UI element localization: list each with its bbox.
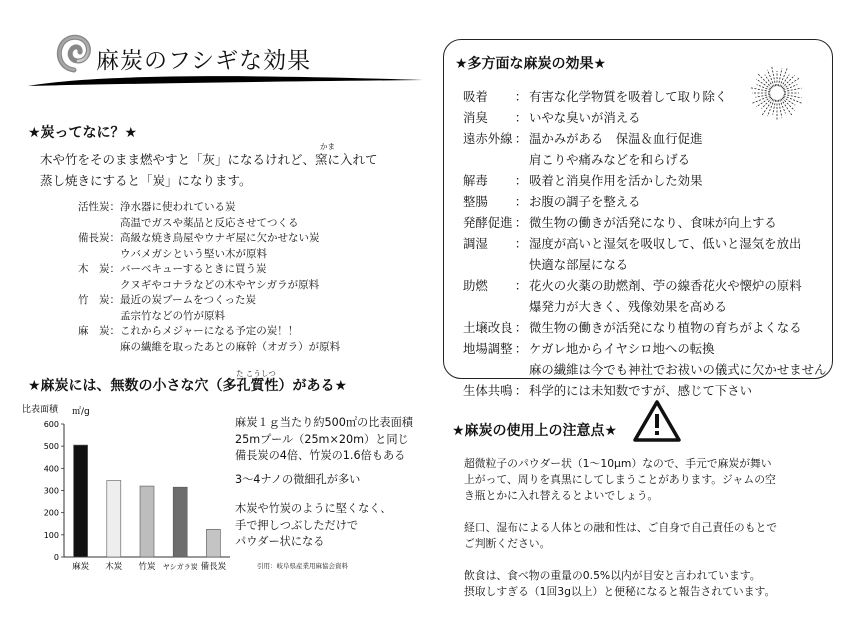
effect-row — [463, 170, 826, 191]
effect-value: 爆発力が大きく、残像効果を高める — [529, 299, 728, 314]
surface-area-bar-chart — [20, 400, 235, 580]
surface-area-description — [235, 415, 413, 465]
caution-heading: ★麻炭の使用上の注意点★ — [452, 423, 618, 439]
y-tick-label: 100 — [43, 530, 59, 540]
y-tick-label: 200 — [43, 508, 59, 518]
effect-separator: ： — [514, 89, 528, 104]
effect-key: 整腸 — [463, 194, 488, 209]
effect-key: 助燃 — [463, 278, 488, 293]
effect-value: 温かみがある 保温＆血行促進 — [529, 131, 703, 146]
effect-separator: ： — [514, 383, 528, 398]
charcoal-type-item — [76, 340, 340, 356]
x-tick-label: 麻炭 — [72, 562, 90, 572]
effect-value: 有害な化学物質を吸着して取り除く — [529, 89, 728, 104]
x-tick-label: ヤシガラ炭 — [162, 563, 198, 571]
charcoal-type-item — [76, 200, 340, 216]
bar — [173, 487, 187, 557]
spiral-shell-logo — [52, 30, 96, 74]
effect-separator: ： — [514, 131, 528, 146]
powder-description — [235, 501, 391, 551]
caution-line: ご判断ください。 — [464, 537, 551, 550]
micropore-note: 3～4ナノの微細孔が多い — [235, 473, 361, 486]
y-tick-label: 600 — [43, 420, 59, 429]
desc-line: 備長炭の4倍、竹炭の1.6倍もある — [235, 449, 406, 462]
effect-value: お腹の調子を整える — [529, 194, 641, 209]
y-tick-label: 400 — [43, 464, 59, 474]
ruby-takoushitsu: た こうしつ — [236, 369, 276, 378]
caution-paragraph — [464, 520, 777, 552]
effects-heading: ★多方面な麻炭の効果★ — [455, 56, 607, 72]
effect-row — [463, 191, 826, 212]
charcoal-type-label: 竹 炭： — [78, 294, 120, 306]
caution-paragraph — [464, 568, 777, 600]
y-tick-label: 500 — [43, 442, 59, 452]
bar — [140, 486, 154, 557]
warning-icon — [632, 399, 682, 443]
effect-value: ケガレ地からイヤシロ地への転換 — [529, 341, 715, 356]
effect-row — [463, 275, 826, 296]
charcoal-type-desc: バーベキューするときに買う炭 — [120, 263, 267, 275]
charcoal-type-label: 麻 炭： — [78, 325, 120, 337]
effect-value: 吸着と消臭作用を活かした効果 — [529, 173, 703, 188]
y-tick-label: 0 — [53, 553, 59, 562]
effect-value: 快適な部屋になる — [529, 257, 629, 272]
charcoal-type-item — [76, 324, 340, 340]
effect-key: 土壌改良 — [463, 320, 513, 335]
effect-key: 生体共鳴 — [463, 383, 513, 398]
effect-separator: ： — [514, 215, 528, 230]
effect-row — [463, 359, 826, 380]
effect-row — [463, 380, 826, 401]
effect-value: 微生物の働きが活発になり、食味が向上する — [529, 215, 777, 230]
y-axis-unit: ㎡/g — [72, 407, 90, 417]
effect-separator: ： — [514, 236, 528, 251]
section-heading-porous: ★麻炭には、無数の小さな穴（多孔質性）がある★ — [28, 378, 348, 394]
effect-value: 花火の火薬の助燃剤、苧の線香花火や懐炉の原料 — [529, 278, 802, 293]
effect-row — [463, 107, 826, 128]
firework-ray — [778, 68, 782, 86]
effect-row — [463, 149, 826, 170]
charcoal-type-desc: 高温でガスや薬品と反応させてつくる — [120, 216, 299, 229]
charcoal-type-label: 備長炭： — [78, 232, 120, 244]
caution-line: 超微粒子のパウダー状（1～10μm）なので、手元で麻炭が舞い — [464, 457, 772, 470]
desc-line: 手で押しつぶしただけで — [235, 518, 359, 532]
effect-row — [463, 128, 826, 149]
effect-key: 発酵促進 — [463, 215, 513, 230]
effect-key: 地場調整 — [463, 341, 513, 356]
effect-separator: ： — [514, 278, 528, 293]
effect-value: 肩こりや痛みなどを和らげる — [529, 152, 691, 167]
effect-separator: ： — [514, 173, 528, 188]
effect-separator: ： — [514, 194, 528, 209]
charcoal-type-desc: クヌギやコナラなどの木やヤシガラが原料 — [120, 278, 320, 291]
charcoal-type-item — [76, 309, 340, 325]
effect-value: 麻の繊維は今でも神社でお祓いの儀式に欠かせません — [529, 362, 827, 377]
bar — [206, 529, 220, 557]
charcoal-type-item — [76, 293, 340, 309]
charcoal-type-desc: 最近の炭ブームをつくった炭 — [120, 294, 256, 306]
x-tick-label: 備長炭 — [200, 562, 227, 572]
charcoal-types-list — [76, 200, 340, 355]
effect-separator: ： — [514, 110, 528, 125]
y-axis-label: 比表面積 — [22, 405, 59, 415]
charcoal-type-label: 活性炭： — [78, 201, 120, 213]
caution-line: 飲食は、食べ物の重量の0.5%以内が目安と言われています。 — [464, 569, 761, 582]
charcoal-type-desc: 孟宗竹などの竹が原料 — [120, 309, 225, 322]
charcoal-type-item — [76, 231, 340, 247]
caution-line: 上がって、周りを真黒にしてしまうことがあります。ジャムの空 — [464, 473, 776, 486]
intro-line-1 — [40, 149, 378, 170]
y-tick-label: 300 — [43, 486, 59, 496]
caution-line: き瓶とかに入れ替えるとよいでしょう。 — [464, 489, 659, 502]
effect-row — [463, 338, 826, 359]
effect-row — [463, 254, 826, 275]
caution-notes — [464, 456, 777, 616]
ruby-kama: かま — [320, 142, 335, 151]
x-tick-label: 竹炭 — [138, 562, 156, 572]
caution-line: 経口、湿布による人体との融和性は、ご自身で自己責任のもとで — [464, 521, 778, 534]
effect-row — [463, 212, 826, 233]
effect-key: 吸着 — [463, 89, 488, 104]
effects-list — [463, 86, 826, 401]
charcoal-type-desc: ウバメガシという堅い木が原料 — [120, 247, 267, 260]
effect-row — [463, 317, 826, 338]
section-heading-what-is-charcoal: ★炭ってなに？★ — [28, 125, 138, 141]
source-citation: 引用：岐阜県産業用麻協会資料 — [257, 562, 348, 570]
effect-key: 調湿 — [463, 236, 488, 251]
intro-line-1-b: 窯に入れて — [315, 152, 378, 167]
effect-value: 湿度が高いと湿気を吸収して、低いと湿気を放出 — [529, 236, 802, 251]
desc-line: 木炭や竹炭のように堅くなく、 — [235, 502, 392, 515]
desc-line: 麻炭１ｇ当たり約500㎡の比表面積 — [235, 416, 413, 429]
desc-line: 25mプール（25m×20m）と同じ — [235, 432, 409, 446]
effect-value: いやな臭いが消える — [529, 110, 641, 125]
caution-paragraph — [464, 456, 777, 504]
effect-row — [463, 296, 826, 317]
effect-key: 消臭 — [463, 110, 488, 125]
firework-ray — [772, 66, 776, 87]
desc-line: パウダー状になる — [235, 535, 325, 548]
intro-line-1-a: 木や竹をそのまま燃やすと「灰」になるけれど、 — [40, 152, 316, 167]
effect-key: 解毒 — [463, 173, 488, 188]
charcoal-type-item — [76, 278, 340, 294]
page-title: 麻炭のフシギな効果 — [96, 48, 312, 74]
charcoal-type-desc: これからメジャーになる予定の炭！！ — [120, 325, 299, 337]
effect-separator: ： — [514, 341, 528, 356]
effect-value: 微生物の働きが活発になり植物の育ちがよくなる — [529, 320, 802, 335]
charcoal-type-desc: 麻の繊維を取ったあとの麻幹（オガラ）が原料 — [120, 340, 341, 353]
charcoal-type-desc: 高級な焼き鳥屋やウナギ屋に欠かせない炭 — [120, 232, 320, 244]
effect-row — [463, 233, 826, 254]
effect-separator: ： — [514, 320, 528, 335]
charcoal-type-item — [76, 262, 340, 278]
charcoal-type-desc: 浄水器に使われている炭 — [120, 201, 236, 213]
effect-row — [463, 86, 826, 107]
caution-line: 摂取しすぎる（1回3g以上）と便秘になると報告されています。 — [464, 585, 776, 598]
charcoal-type-label: 木 炭： — [78, 263, 120, 275]
charcoal-type-item — [76, 216, 340, 232]
intro-line-2: 蒸し焼きにすると「炭」になります。 — [40, 173, 252, 188]
effect-key: 遠赤外線 — [463, 131, 513, 146]
title-underline-brush — [28, 74, 423, 88]
x-tick-label: 木炭 — [105, 562, 123, 572]
charcoal-type-item — [76, 247, 340, 263]
effect-value: 科学的には未知数ですが、感じて下さい — [529, 383, 753, 398]
bar — [107, 481, 121, 557]
bar — [74, 445, 88, 557]
